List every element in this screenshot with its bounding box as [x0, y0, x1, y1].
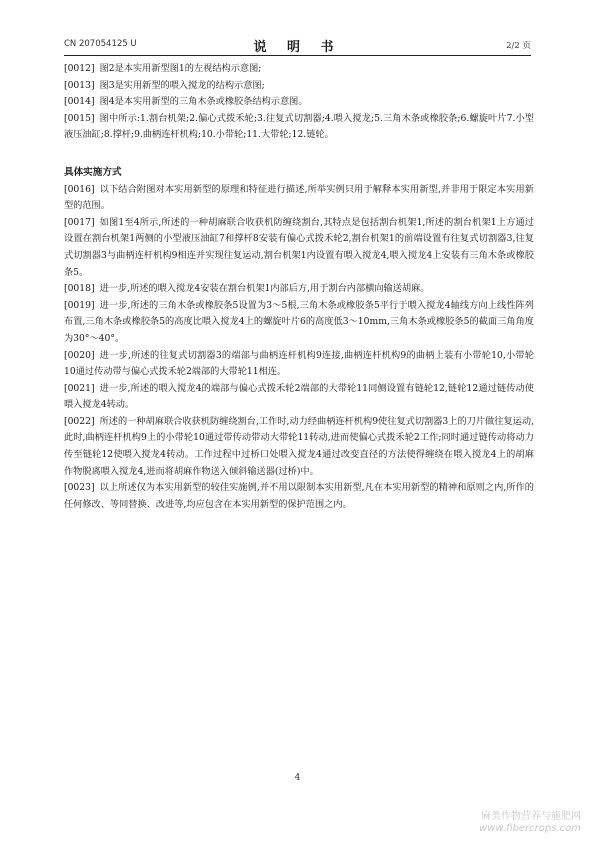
paragraph-number: [0020]: [64, 349, 95, 361]
paragraph-text: 图2是本实用新型图1的左视结构示意图;: [99, 63, 262, 74]
paragraph-text: 以上所述仅为本实用新型的较佳实施例,并不用以限制本实用新型,凡在本实用新型的精神和原则之内,所作的任何修改、等同替换、改进等,均应包含在本实用新型的保护范围之内。: [64, 482, 534, 510]
paragraph-text: 所述的一种胡麻联合收获机防缠绕割台,工作时,动力经曲柄连杆机构9使往复式切割器3上的刀片做往复运动,此时,曲柄连杆机构9上的小带轮10通过带传动带动大带轮11转动,进而使偏心式拨禾轮2工作;同时通过链传动将动力传至链轮12使喂入搅龙4转动。工作过程中过桥口处喂入搅龙4通过改变直径的方法使得缠绕在喂入搅龙4上的胡麻作物脱离喂入搅龙4,进而将胡麻作物送入倾斜输送器(过桥)中。: [64, 415, 534, 477]
paragraph: [64, 414, 534, 480]
paragraph-number: [0012]: [64, 63, 95, 74]
paragraph: [64, 281, 534, 298]
paragraph-number: [0014]: [64, 96, 95, 108]
paragraph: [64, 61, 534, 78]
paragraph-number: [0017]: [64, 216, 95, 228]
paragraph: [64, 94, 534, 111]
paragraph-text: 图3是实用新型的喂入搅龙的结构示意图;: [99, 79, 265, 91]
figure-descriptions: [64, 61, 534, 144]
paragraph: [64, 480, 534, 513]
document-body: [64, 61, 534, 513]
document-title: 说 明 书: [253, 40, 342, 55]
paragraph-number: [0018]: [64, 283, 95, 295]
section-title: 具体实施方式: [64, 166, 122, 178]
paragraph-text: 进一步,所述的三角木条或橡胶条5设置为3～5根,三角木条或橡胶条5平行于喂入搅龙4轴线方向上线性阵列布置,三角木条或橡胶条5的高度比喂入搅龙4上的螺旋叶片6的高度低3～10mm,三角木条或橡胶条5的截面三角角度为30°～40°。: [64, 299, 534, 344]
page-number: 4: [294, 773, 301, 783]
paragraph: [64, 298, 534, 348]
paragraph: [64, 348, 534, 381]
paragraph-number: [0021]: [64, 382, 95, 394]
paragraph-number: [0015]: [64, 112, 95, 124]
paragraph-text: 进一步,所述的往复式切割器3的端部与曲柄连杆机构9连接,曲柄连杆机构9的曲柄上装有小带轮10,小带轮10通过传动带与偏心式拨禾轮2端部的大带轮11相连。: [64, 349, 534, 378]
paragraph-text: 进一步,所述的喂入搅龙4安装在割台机架1内部后方,用于割台内部横向输送胡麻。: [99, 283, 430, 295]
watermark-url: www.fibercrops.com: [479, 823, 581, 834]
page-indicator: 2/2 页: [506, 41, 531, 51]
watermark-text: 麻类作物营养与施肥网: [481, 811, 581, 822]
paragraph: [64, 381, 534, 414]
paragraph-number: [0019]: [64, 299, 95, 311]
paragraph-text: 图中所示:1.割台机架;2.偏心式拨禾轮;3.往复式切割器;4.喂入搅龙;5.三角木条或橡胶条;6.螺旋叶片7.小型液压油缸;8.撑杆;9.曲柄连杆机构;10.小带轮;11.大带轮;12.链轮。: [64, 112, 534, 141]
paragraph-text: 图4是本实用新型的三角木条或橡胶条结构示意图。: [99, 96, 308, 108]
paragraph-text: 如图1至4所示,所述的一种胡麻联合收获机防缠绕割台,其特点是包括割台机架1,所述的割台机架1上方通过设置在割台机架1两侧的小型液压油缸7和撑杆8安装有偏心式拨禾轮2,割台机架1的前端设置有往复式切割器3,往复式切割器3与曲柄连杆机构9相连并实现往复运动,割台机架1内设置有喂入搅龙4,喂入搅龙4上安装有三角木条或橡胶条5。: [64, 216, 534, 278]
page-header: [64, 36, 531, 54]
paragraph-number: [0013]: [64, 79, 95, 91]
paragraph: [64, 215, 534, 281]
patent-number: CN 207054125 U: [64, 39, 137, 49]
paragraph: [64, 182, 534, 215]
paragraph-number: [0023]: [64, 482, 95, 494]
paragraph-number: [0016]: [64, 183, 95, 195]
paragraph-number: [0022]: [64, 415, 95, 427]
paragraph: [64, 111, 534, 144]
header-divider: [64, 55, 531, 56]
paragraph-text: 以下结合附图对本实用新型的原理和特征进行描述,所举实例只用于解释本实用新型,并非用于限定本实用新型的范围。: [64, 183, 534, 212]
paragraph: [64, 78, 534, 95]
embodiment-paragraphs: [64, 182, 534, 514]
paragraph-text: 进一步,所述的喂入搅龙4的端部与偏心式拨禾轮2端部的大带轮11同侧设置有链轮12,链轮12通过链传动使喂入搅龙4转动。: [64, 382, 534, 411]
